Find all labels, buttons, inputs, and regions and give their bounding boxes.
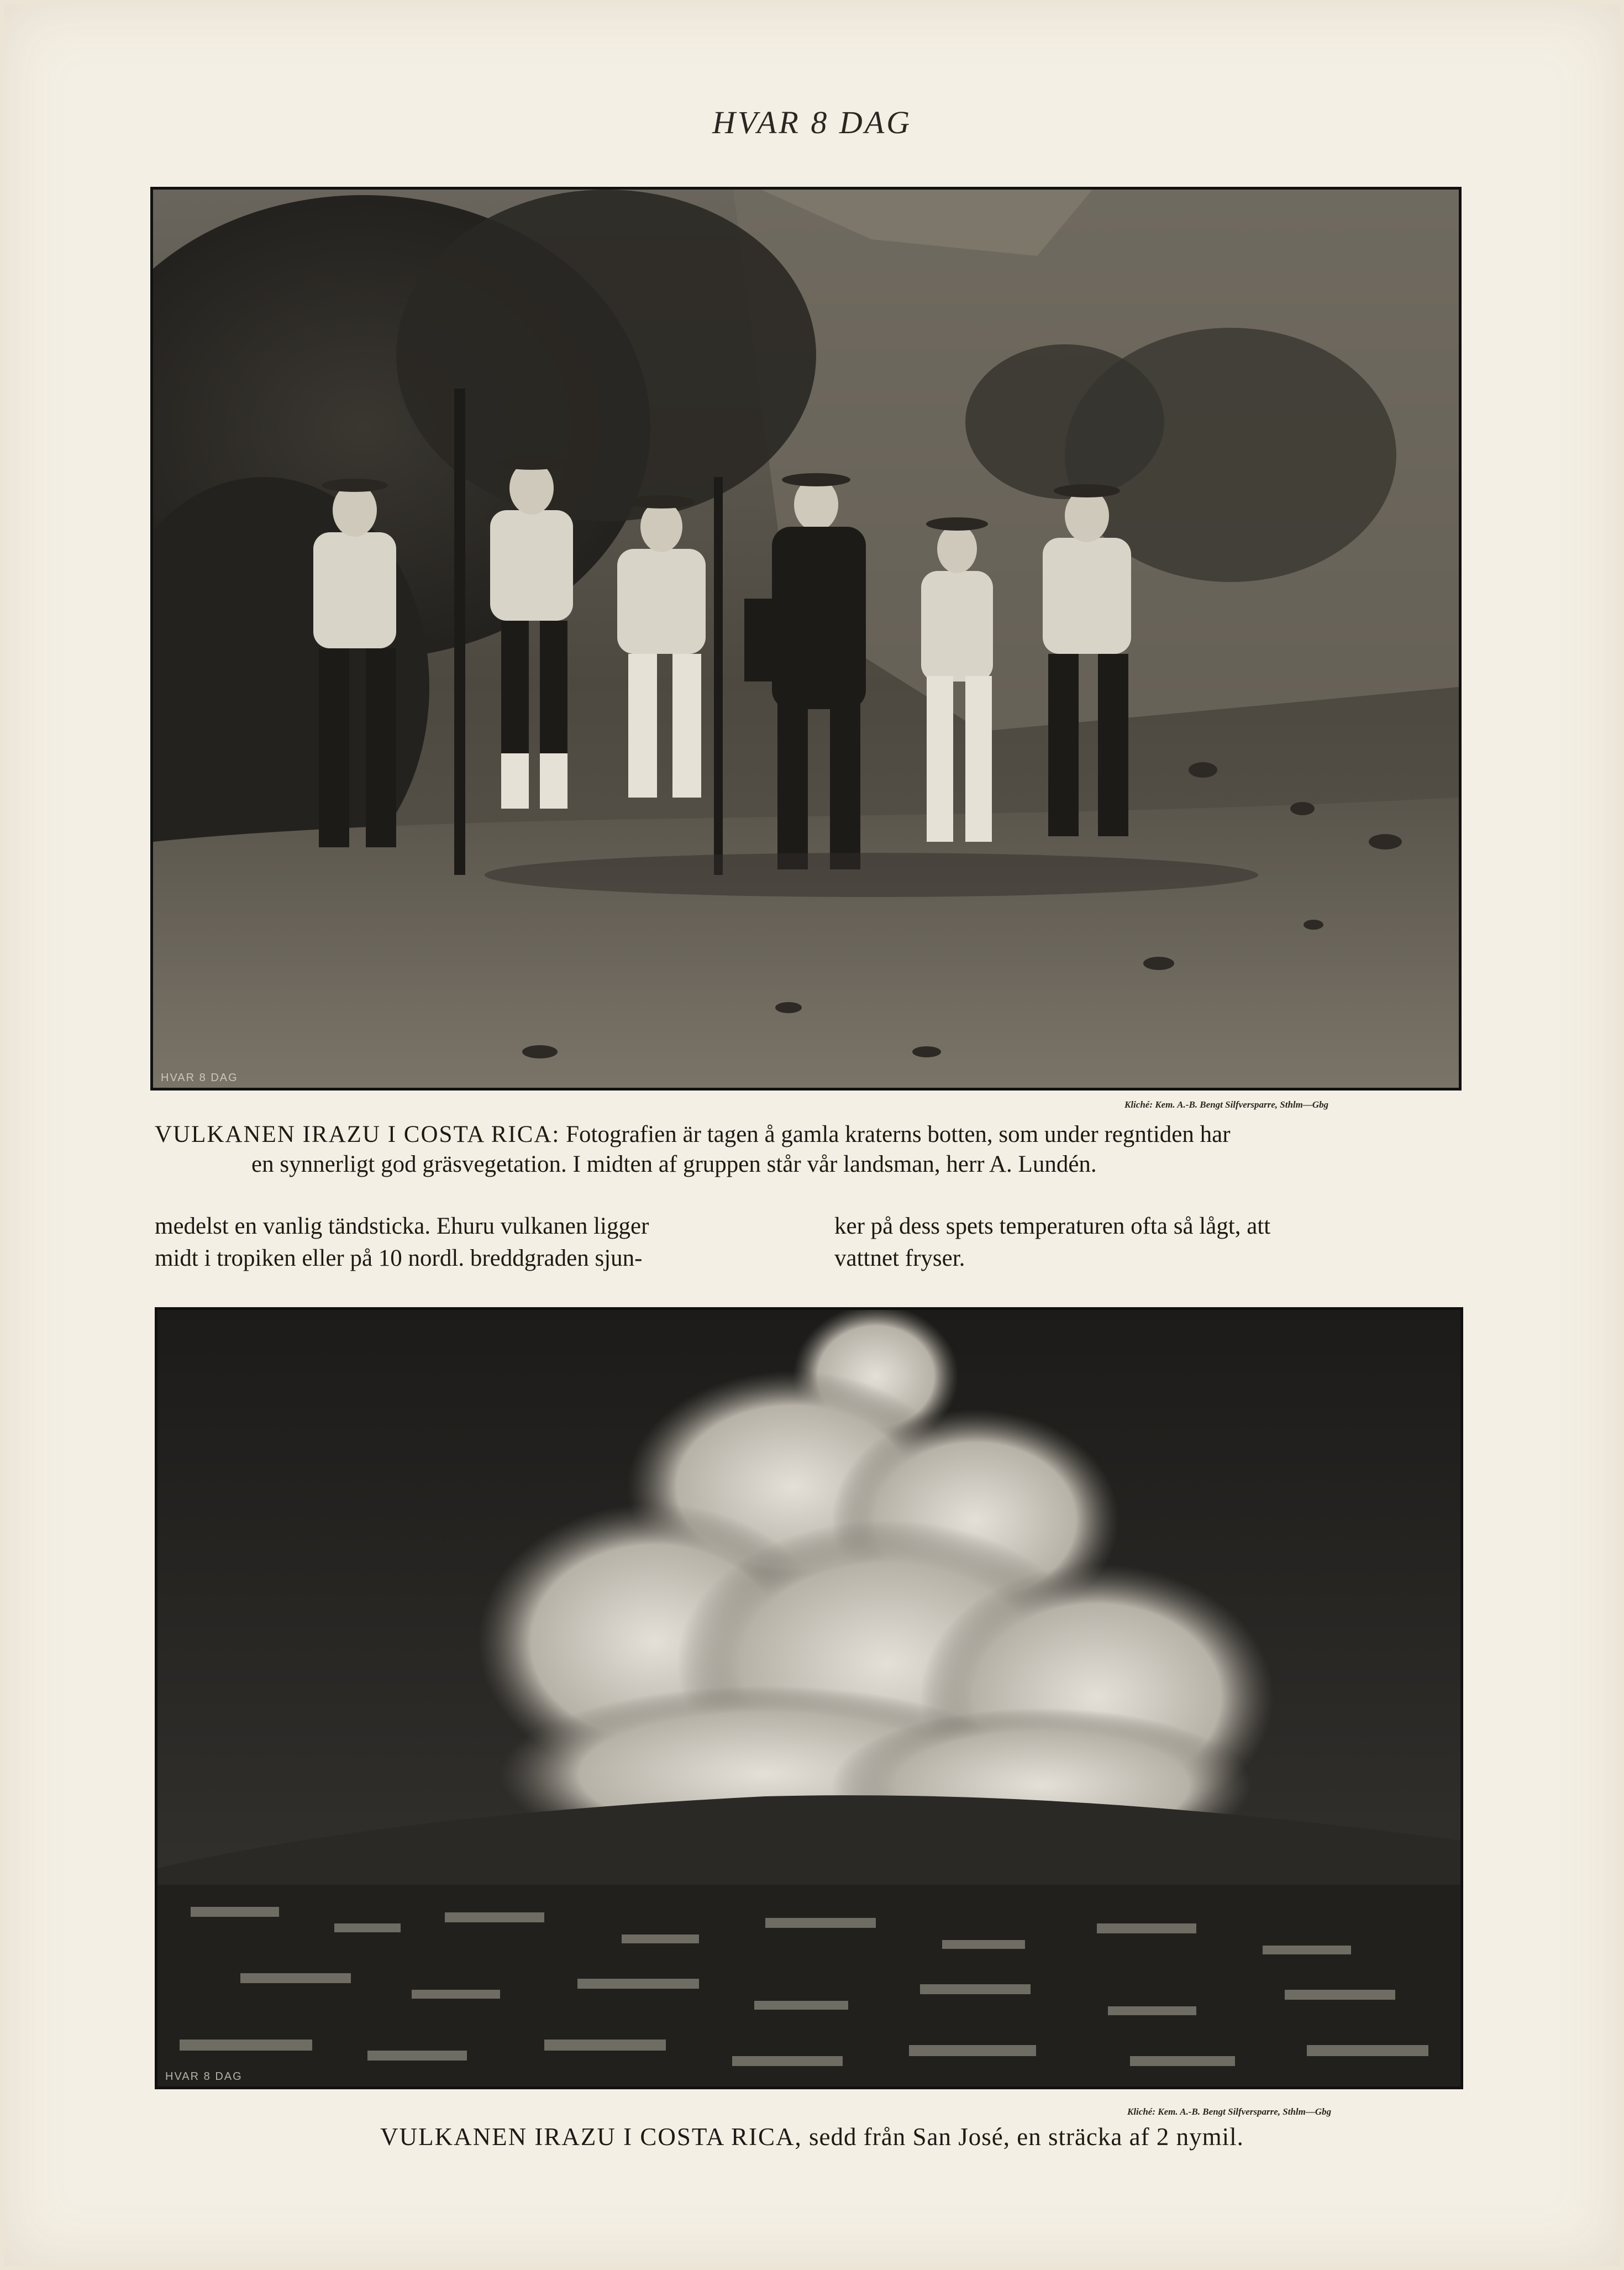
article-column-right [834,1210,1464,1275]
volcano-eruption-photo-image [157,1310,1460,2086]
crater-group-photo-image [153,190,1459,1088]
top-photo-caption [155,1120,1464,1179]
volcano-eruption-photo [155,1307,1463,2089]
caption-line-1 [155,1120,1464,1150]
cliche-credit: Kliché: Kem. A.-B. Bengt Silfversparre, Sthlm—Gbg [1127,2106,1332,2117]
running-head: HVAR 8 DAG [712,104,912,140]
caption-text: Fotografien är tagen å gamla kraterns botten, som under regntiden har [566,1121,1231,1147]
caption-text: sedd från San José, en sträcka af 2 nymil. [809,2123,1244,2151]
article-line: midt i tropiken eller på 10 nordl. breddgraden sjun- [155,1245,643,1271]
cliche-credit: Kliché: Kem. A.-B. Bengt Silfversparre, Sthlm—Gbg [1124,1099,1329,1110]
caption-lead: VULKANEN IRAZU I COSTA RICA: [155,1121,560,1147]
article-line: ker på dess spets temperaturen ofta så lågt, att [834,1213,1271,1239]
caption-lead: VULKANEN IRAZU I COSTA RICA, [380,2123,802,2151]
crater-group-photo [150,187,1462,1091]
photo-watermark: HVAR 8 DAG [165,2070,243,2083]
photo-watermark: HVAR 8 DAG [161,1072,238,1084]
caption-line-2: en synnerligt god gräsvegetation. I midten af gruppen står vår landsman, herr A. Lundén. [251,1151,1097,1177]
bottom-photo-caption [0,2122,1624,2151]
article-line: vattnet fryser. [834,1245,965,1271]
article-column-left [155,1210,785,1275]
article-line: medelst en vanlig tändsticka. Ehuru vulkanen ligger [155,1213,649,1239]
